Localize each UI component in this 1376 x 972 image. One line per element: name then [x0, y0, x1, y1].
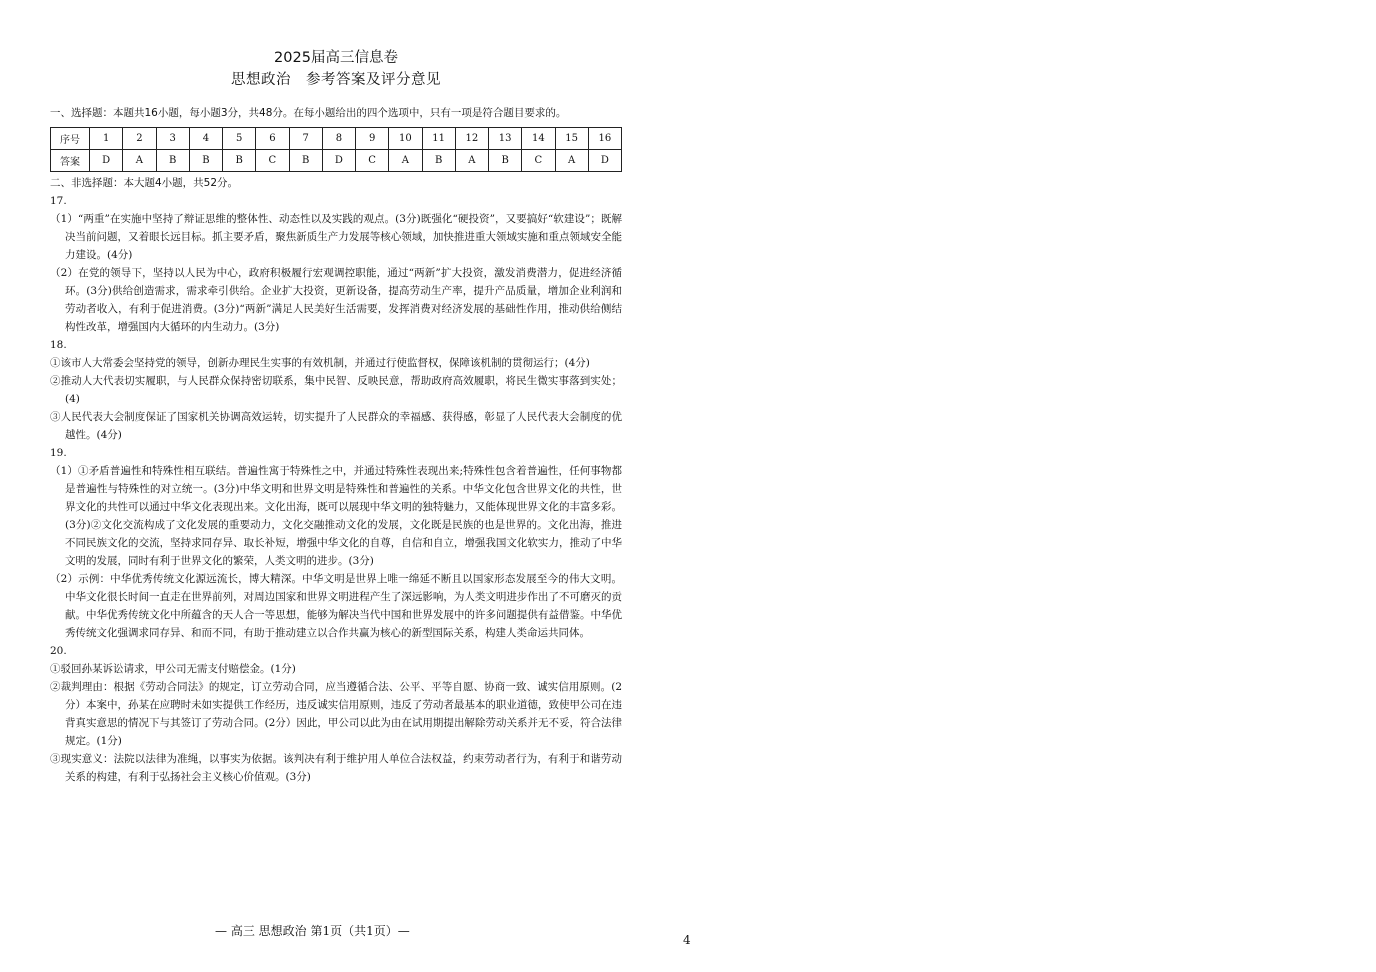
answer-cell: B — [223, 149, 256, 171]
question-18-point3: ③人民代表大会制度保证了国家机关协调高效运转，切实提升了人民群众的幸福感、获得感，彰显了人民代表大会制度的优越性。(4分) — [50, 411, 622, 441]
table-label-number: 序号 — [51, 127, 90, 149]
question-number-cell: 13 — [489, 127, 522, 149]
question-18-point1: ①该市人大常委会坚持党的领导，创新办理民生实事的有效机制，并通过行使监督权，保障该机制的贯彻运行；(4分) — [50, 357, 590, 369]
question-18-point2: ②推动人大代表切实履职，与人民群众保持密切联系，集中民智、反映民意，帮助政府高效履职，将民生微实事落到实处；(4) — [50, 375, 622, 405]
question-20-point1: ①驳回孙某诉讼请求，甲公司无需支付赔偿金。(1分) — [50, 663, 296, 675]
question-19-part2: （2）示例：中华优秀传统文化源远流长，博大精深。中华文明是世界上唯一绵延不断且以国家形态发展至今的伟大文明。中华文化很长时间一直走在世界前列，对周边国家和世界文明进程产生了深远影响，为人类文明进步作出了不可磨灭的贡献。中华优秀传统文化中所蕴含的天人合一等思想，能够为解决当代中国和世界发展中的许多问题提供有益借鉴。中华优秀传统文化强调求同存异、和而不同，有助于推动建立以合作共赢为核心的新型国际关系，构建人类命运共同体。 — [50, 573, 622, 639]
answer-cell: D — [90, 149, 123, 171]
question-20-point2: ②裁判理由：根据《劳动合同法》的规定，订立劳动合同，应当遵循合法、公平、平等自愿、协商一致、诚实信用原则。(2分）本案中，孙某在应聘时未如实提供工作经历，违反诚实信用原则，违反了劳动者最基本的职业道德，致使甲公司在违背真实意思的情况下与其签订了劳动合同。(2分）因此，甲公司以此为由在试用期提出解除劳动关系并无不妥，符合法律规定。(1分) — [50, 681, 622, 747]
table-row-answers — [51, 149, 622, 171]
question-number-cell: 16 — [588, 127, 621, 149]
answer-cell: B — [156, 149, 189, 171]
question-18-number: 18. — [50, 339, 67, 351]
answer-cell: D — [322, 149, 355, 171]
question-number-cell: 15 — [555, 127, 588, 149]
answer-cell: B — [489, 149, 522, 171]
answer-cell: C — [522, 149, 555, 171]
answer-cell: A — [389, 149, 422, 171]
question-20-number: 20. — [50, 645, 67, 657]
question-20-point3: ③现实意义：法院以法律为准绳，以事实为依据。该判决有利于维护用人单位合法权益，约束劳动者行为，有利于和谐劳动关系的构建，有利于弘扬社会主义核心价值观。(3分) — [50, 753, 622, 783]
question-number-cell: 9 — [356, 127, 389, 149]
answer-table — [50, 127, 622, 172]
answer-cell: C — [356, 149, 389, 171]
answer-cell: C — [256, 149, 289, 171]
table-row-numbers — [51, 127, 622, 149]
question-number-cell: 14 — [522, 127, 555, 149]
question-number-cell: 5 — [223, 127, 256, 149]
question-number-cell: 10 — [389, 127, 422, 149]
page-number: 4 — [683, 933, 691, 947]
section1-instruction: 一、选择题：本题共16小题，每小题3分，共48分。在每小题给出的四个选项中，只有一项是符合题目要求的。 — [50, 107, 567, 119]
answer-cell: B — [289, 149, 322, 171]
question-number-cell: 12 — [455, 127, 488, 149]
question-number-cell: 3 — [156, 127, 189, 149]
question-number-cell: 7 — [289, 127, 322, 149]
question-number-cell: 8 — [322, 127, 355, 149]
question-17-number: 17. — [50, 195, 67, 207]
page-footer: — 高三 思想政治 第1页（共1页）— — [215, 924, 410, 938]
question-number-cell: 6 — [256, 127, 289, 149]
table-label-answer: 答案 — [51, 149, 90, 171]
question-19-part1: （1）①矛盾普遍性和特殊性相互联结。普遍性寓于特殊性之中，并通过特殊性表现出来;特殊性包含着普遍性，任何事物都是普遍性与特殊性的对立统一。(3分)中华文明和世界文明是特殊性和普遍性的关系。中华文化包含世界文化的共性，世界文化的共性可以通过中华文化表现出来。文化出海，既可以展现中华文明的独特魅力，又能体现世界文化的丰富多彩。(3分)②文化交流构成了文化发展的重要动力，文化交融推动文化的发展，文化既是民族的也是世界的。文化出海，推进不同民族文化的交流，坚持求同存异、取长补短，增强中华文化的自尊，自信和自立，增强我国文化软实力，推动了中华文明的发展，同时有利于世界文化的繁荣，人类文明的进步。(3分) — [50, 465, 622, 567]
question-number-cell: 1 — [90, 127, 123, 149]
question-number-cell: 4 — [189, 127, 222, 149]
section2-instruction: 二、非选择题：本大题4小题，共52分。 — [50, 176, 239, 189]
page-title: 2025届高三信息卷 — [274, 50, 398, 66]
question-number-cell: 11 — [422, 127, 455, 149]
question-number-cell: 2 — [123, 127, 156, 149]
answer-cell: A — [555, 149, 588, 171]
question-19-number: 19. — [50, 447, 67, 459]
question-17-part1: （1）“两重”在实施中坚持了辩证思维的整体性、动态性以及实践的观点。(3分)既强化“硬投资”，又要搞好“软建设”；既解决当前问题，又着眼长远目标。抓主要矛盾，聚焦新质生产力发展等核心领域，加快推进重大领域实施和重点领域安全能力建设。(4分) — [50, 213, 622, 261]
page-subtitle: 思想政治 参考答案及评分意见 — [231, 72, 441, 88]
answer-cell: A — [123, 149, 156, 171]
question-17-part2: （2）在党的领导下，坚持以人民为中心，政府积极履行宏观调控职能，通过“两新”扩大投资，激发消费潜力，促进经济循环。(3分)供给创造需求，需求牵引供给。企业扩大投资，更新设备，提高劳动生产率，提升产品质量，增加企业利润和劳动者收入，有利于促进消费。(3分)“两新”满足人民美好生活需要，发挥消费对经济发展的基础性作用，推动供给侧结构性改革，增强国内大循环的内生动力。(3分) — [50, 267, 622, 333]
answer-sheet-column — [50, 48, 622, 786]
answer-cell: D — [588, 149, 621, 171]
answer-cell: B — [422, 149, 455, 171]
answer-cell: B — [189, 149, 222, 171]
answer-cell: A — [455, 149, 488, 171]
